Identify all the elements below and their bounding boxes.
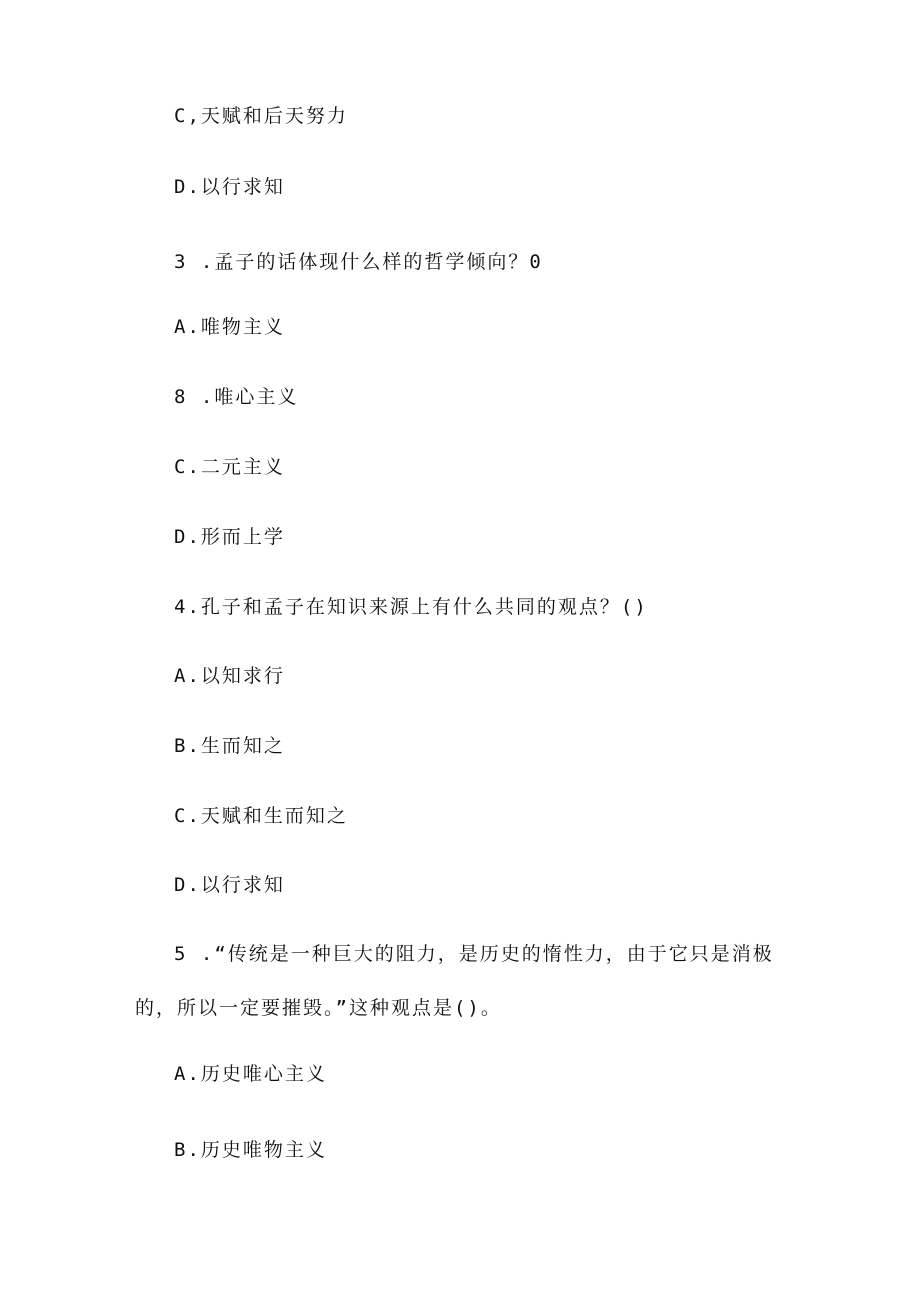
question-4: 4.孔子和孟子在知识来源上有什么共同的观点？() [174, 596, 648, 618]
q3-option-d: D.形而上学 [174, 526, 285, 548]
q3-option-c: C.二元主义 [174, 456, 285, 478]
q4-option-d: D.以行求知 [174, 874, 285, 896]
q4-option-a: A.以知求行 [174, 665, 285, 687]
question-5: 5 .“传统是一种巨大的阻力，是历史的惰性力，由于它只是消极的，所以一定要摧毁。”这种观点是()。 [135, 943, 774, 1019]
q3-option-a: A.唯物主义 [174, 316, 285, 338]
q5-option-a: A.历史唯心主义 [174, 1063, 327, 1085]
question-3: 3 .孟子的话体现什么样的哲学倾向？0 [174, 251, 543, 273]
q4-option-c: C.天赋和生而知之 [174, 805, 348, 827]
q2-option-c: C,天赋和后天努力 [174, 105, 348, 127]
q5-option-b: B.历史唯物主义 [174, 1139, 327, 1161]
q3-option-b: 8 .唯心主义 [174, 386, 299, 408]
q2-option-d: D.以行求知 [174, 176, 285, 198]
q4-option-b: B.生而知之 [174, 735, 285, 757]
